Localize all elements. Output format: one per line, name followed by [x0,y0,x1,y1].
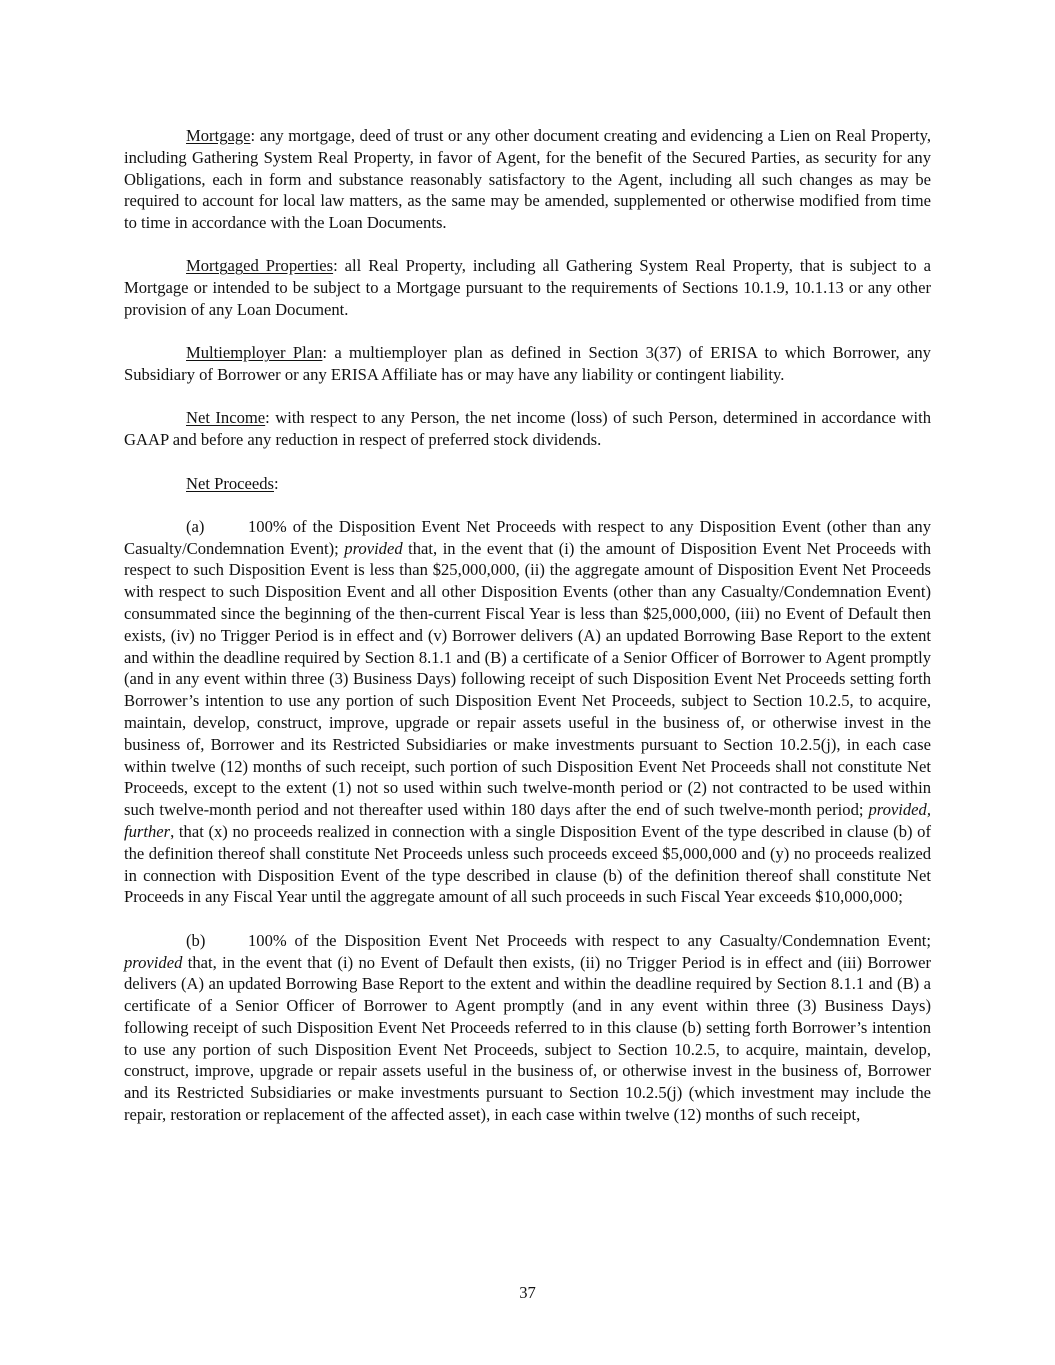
clause-text: , that (x) no proceeds realized in connection with a single Disposition Event of the type described in clause (b) of the definition thereof shall constitute Net Proceeds unless such proceeds exceed $5,000,000 and (y) no proceeds realized in connection with Disposition Event of the type described in clause (b) of the definition thereof shall constitute Net Proceeds in any Fiscal Year until the aggregate amount of all such proceeds in such Fiscal Year exceeds $10,000,000; [124,822,931,907]
net-proceeds-clause-a [124,516,931,908]
clause-emphasis: provided [344,538,403,558]
definition-net-proceeds [124,473,931,495]
definition-mortgage [124,125,931,234]
definition-text: : [274,473,279,493]
definition-text: : any mortgage, deed of trust or any other document creating and evidencing a Lien on Real Property, including Gathering System Real Property, in favor of Agent, for the benefit of the Secured Parties, as security for any Obligations, each in form and substance reasonably satisfactory to the Agent, including all such changes as may be required to account for local law matters, as the same may be amended, supplemented or otherwise modified from time to time in accordance with the Loan Documents. [124,126,931,233]
definition-text: : with respect to any Person, the net income (loss) of such Person, determined in accordance with GAAP and before any reduction in respect of preferred stock dividends. [124,408,931,450]
defined-term: Mortgage [186,126,251,145]
defined-term: Mortgaged Properties [186,256,334,276]
definition-text: : all Real Property, including all Gathering System Real Property, that is subject to a Mortgage or intended to be subject to a Mortgage pursuant to the requirements of Sections 10.1.9, 10.1.13 or any other provision of any Loan Document. [124,256,931,320]
clause-emphasis: provided [124,952,183,972]
definition-text: : a multiemployer plan as defined in Section 3(37) of ERISA to which Borrower, any Subsidiary of Borrower or any ERISA Affiliate has or may have any liability or contingent liability. [124,343,931,385]
page-number: 37 [519,1283,536,1302]
defined-term: Multiemployer Plan [186,343,323,363]
clause-text: 100% of the Disposition Event Net Proceeds with respect to any Casualty/Condemnation Event; [248,930,931,950]
definition-mortgaged-properties [124,255,931,320]
definition-multiemployer-plan [124,342,931,386]
clause-label: (a) [186,516,205,536]
defined-term: Net Income [186,408,266,428]
defined-term: Net Proceeds [186,473,275,493]
clause-label: (b) [186,930,206,950]
clause-text: that, in the event that (i) no Event of Default then exists, (ii) no Trigger Period is in effect and (iii) Borrower delivers (A) an updated Borrowing Base Report to the extent and within the deadline required by Section 8.1.1 and (B) a certificate of a Senior Officer of Borrower to Agent promptly (and in any event within three (3) Business Days) following receipt of such Disposition Event Net Proceeds referred to in this clause (b) setting forth Borrower’s intention to use any portion of such Disposition Event Net Proceeds, subject to Section 10.2.5, to acquire, maintain, develop, construct, improve, upgrade or repair assets useful in the business of, or otherwise invest in the business of, Borrower and its Restricted Subsidiaries or make investments pursuant to Section 10.2.5(j) (which investment may include the repair, restoration or replacement of the affected asset), in each case within twelve (12) months of such receipt, [124,952,931,1125]
clause-text: that, in the event that (i) the amount of Disposition Event Net Proceeds with respect to such Disposition Event is less than $25,000,000, (ii) the aggregate amount of Disposition Event Net Proceeds with respect to such Disposition Event and all other Disposition Events (other than any Casualty/Condemnation Event) consummated since the beginning of the then-current Fiscal Year is less than $25,000,000, (iii) no Event of Default then exists, (iv) no Trigger Period is in effect and (v) Borrower delivers (A) an updated Borrowing Base Report to the extent and within the deadline required by Section 8.1.1 and (B) a certificate of a Senior Officer of Borrower to Agent promptly (and in any event within three (3) Business Days) following receipt of such Disposition Event Net Proceeds setting forth Borrower’s intention to use any portion of such Disposition Event Net Proceeds, subject to Section 10.2.5, to acquire, maintain, develop, construct, improve, upgrade or repair assets useful in the business of, or otherwise invest in the business of, Borrower and its Restricted Subsidiaries or make investments pursuant to Section 10.2.5(j), in each case within twelve (12) months of such receipt, such portion of such Disposition Event Net Proceeds shall not constitute Net Proceeds, except to the extent (1) not so used within such twelve-month period or (2) not contracted to be used within such twelve-month period and not thereafter used within 180 days after the end of such twelve-month period; [124,538,931,820]
document-page [124,125,931,1147]
clause-text: 100% of the Disposition Event Net Proceeds with respect to any Disposition Event (other than any Casualty/Condemnation Event); [124,516,931,558]
definition-net-income [124,407,931,451]
net-proceeds-clause-b [124,930,931,1126]
clause-emphasis: provided, further [124,800,931,842]
